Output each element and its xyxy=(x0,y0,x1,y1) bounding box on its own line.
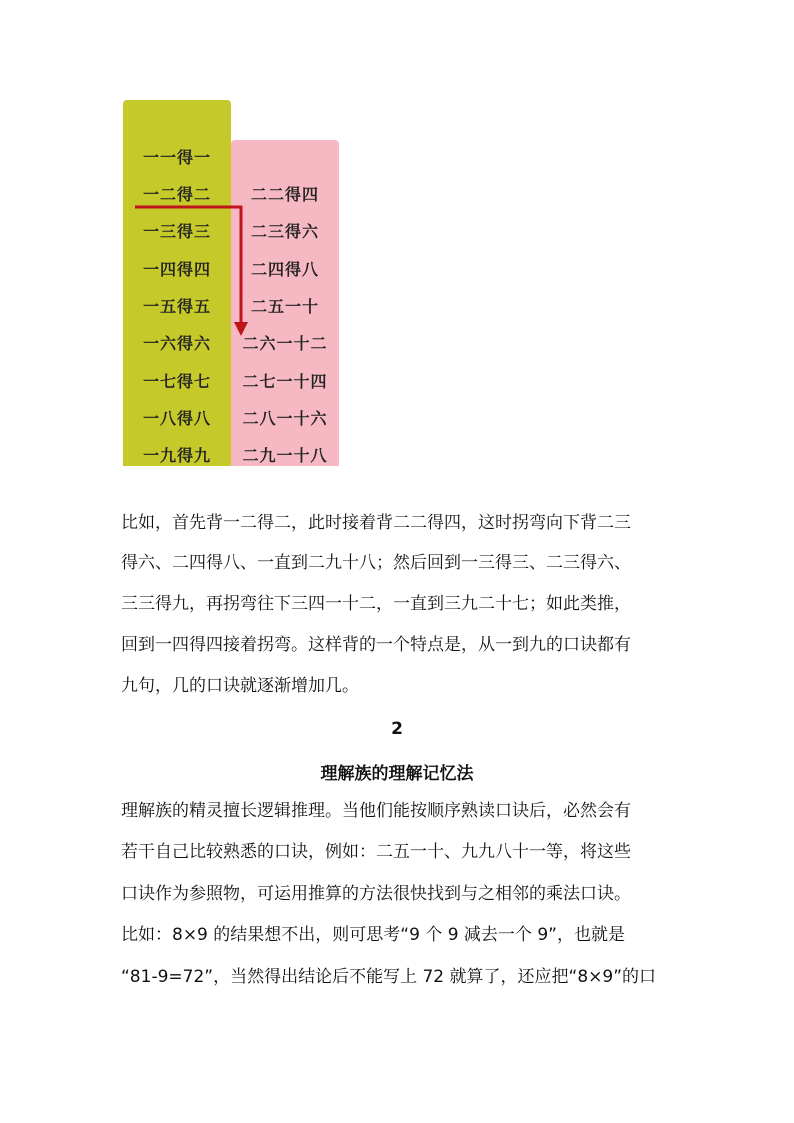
table-cell: 一三得三 xyxy=(142,222,211,241)
text-line: 若干自己比较熟悉的口诀，例如：二五一十、九九八十一等，将这些 xyxy=(121,842,631,862)
text-line: “81-9=72”，当然得出结论后不能写上 72 就算了，还应把“8×9”的口 xyxy=(121,967,657,987)
text-line: 九句，几的口诀就逐渐增加几。 xyxy=(121,676,359,696)
table-cell: 二二得四 xyxy=(250,185,319,204)
text-line: 三三得九，再拐弯往下三四一十二，一直到三九二十七；如此类推， xyxy=(121,594,631,614)
table-cell: 一二得二 xyxy=(142,185,211,204)
section-title: 理解族的理解记忆法 xyxy=(320,764,474,784)
table-cell: 一一得一 xyxy=(142,148,211,167)
section-number: 2 xyxy=(391,719,403,739)
table-cell: 二三得六 xyxy=(250,222,319,241)
text-line: 得六、二四得八、一直到二九十八；然后回到一三得三、二三得六、 xyxy=(121,553,631,573)
table-cell: 一四得四 xyxy=(142,260,211,279)
table-cell: 二七一十四 xyxy=(242,372,328,391)
table-cell: 一八得八 xyxy=(142,409,211,428)
text-line: 理解族的精灵擅长逻辑推理。当他们能按顺序熟读口诀后，必然会有 xyxy=(121,801,631,821)
table-cell: 二五一十 xyxy=(250,297,319,316)
table-cell: 二六一十二 xyxy=(242,334,328,353)
table-cell: 一七得七 xyxy=(142,372,211,391)
table-cell: 一九得九 xyxy=(142,446,211,465)
table-cell: 二九一十八 xyxy=(242,446,328,465)
text-line: 比如，首先背一二得二，此时接着背二二得四，这时拐弯向下背二三 xyxy=(121,513,631,533)
turn-arrow-icon xyxy=(123,100,339,466)
multiplication-table-figure xyxy=(123,100,339,466)
text-line: 回到一四得四接着拐弯。这样背的一个特点是，从一到九的口诀都有 xyxy=(121,635,631,655)
text-line: 比如：8×9 的结果想不出，则可思考“9 个 9 减去一个 9”，也就是 xyxy=(121,925,625,945)
table-cell: 二四得八 xyxy=(250,260,319,279)
table-cell: 一五得五 xyxy=(142,297,211,316)
table-cell: 二八一十六 xyxy=(242,409,328,428)
table-cell: 一六得六 xyxy=(142,334,211,353)
text-line: 口诀作为参照物，可运用推算的方法很快找到与之相邻的乘法口诀。 xyxy=(121,884,631,904)
